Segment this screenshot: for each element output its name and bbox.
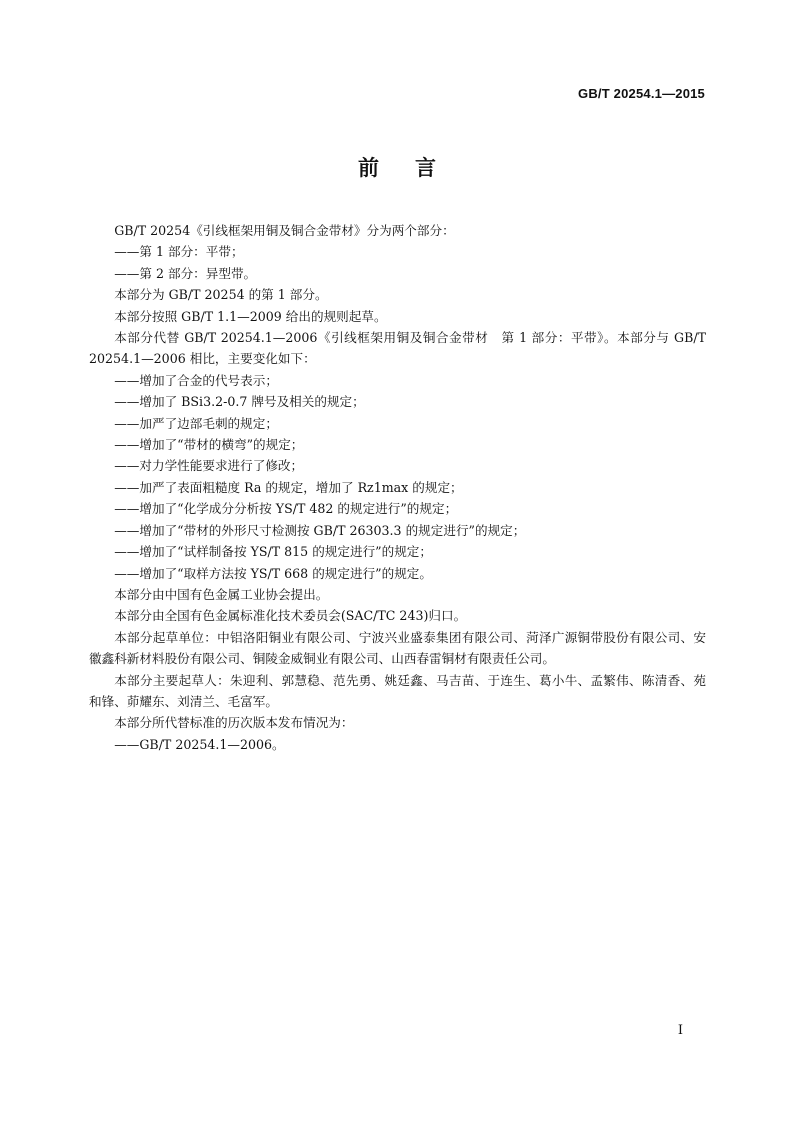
list-item-part-1: ——第 1 部分：平带； [114,244,244,260]
list-item-history-1: ——GB/T 20254.1—2006。 [114,736,285,752]
list-item-change-4: ——增加了“带材的横弯”的规定； [114,437,304,453]
page-title: 前言 [358,156,472,180]
list-item-change-2: ——增加了 BSi3.2-0.7 牌号及相关的规定； [114,394,365,410]
paragraph-drafters: 本部分主要起草人：朱迎利、郭慧稳、范先勇、姚廷鑫、马吉苗、于连生、葛小牛、孟繁伟、陈清香、苑和锋、茆耀东、刘清兰、毛富军。 [89,672,706,709]
list-item-part-2: ——第 2 部分：异型带。 [114,265,257,281]
list-item-change-7: ——增加了“化学成分分析按 YS/T 482 的规定进行”的规定； [114,501,458,517]
paragraph-committee: 本部分由全国有色金属标准化技术委员会(SAC/TC 243)归口。 [114,608,467,624]
foreword-body [89,220,706,755]
paragraph-proposer: 本部分由中国有色金属工业协会提出。 [114,586,329,602]
page-number: I [677,1023,683,1038]
paragraph-drafting-units: 本部分起草单位：中铝洛阳铜业有限公司、宁波兴业盛泰集团有限公司、菏泽广源铜带股份有限公司、安徽鑫科新材料股份有限公司、铜陵金威铜业有限公司、山西春雷铜材有限责任公司。 [89,629,706,667]
list-item-change-9: ——增加了“试样制备按 YS/T 815 的规定进行”的规定； [114,544,432,560]
paragraph-drafting-rules: 本部分按照 GB/T 1.1—2009 给出的规则起草。 [114,308,387,324]
paragraph-parts-intro: GB/T 20254《引线框架用铜及铜合金带材》分为两个部分： [114,223,455,238]
list-item-change-1: ——增加了合金的代号表示； [114,372,278,388]
paragraph-replacement: 本部分代替 GB/T 20254.1—2006《引线框架用铜及铜合金带材 第 1 部分：平带》。本部分与 GB/T 20254.1—2006 相比，主要变化如下： [89,330,706,367]
paragraph-history-intro: 本部分所代替标准的历次版本发布情况为： [114,715,354,731]
list-item-change-5: ——对力学性能要求进行了修改； [114,458,304,474]
standard-number: GB/T 20254.1—2015 [578,86,705,101]
list-item-change-10: ——增加了“取样方法按 YS/T 668 的规定进行”的规定。 [114,565,432,581]
list-item-change-6: ——加严了表面粗糙度 Ra 的规定，增加了 Rz1max 的规定； [114,479,463,495]
list-item-change-3: ——加严了边部毛刺的规定； [114,415,278,431]
paragraph-part-statement: 本部分为 GB/T 20254 的第 1 部分。 [114,287,328,303]
list-item-change-8: ——增加了“带材的外形尺寸检测按 GB/T 26303.3 的规定进行”的规定； [114,522,526,538]
